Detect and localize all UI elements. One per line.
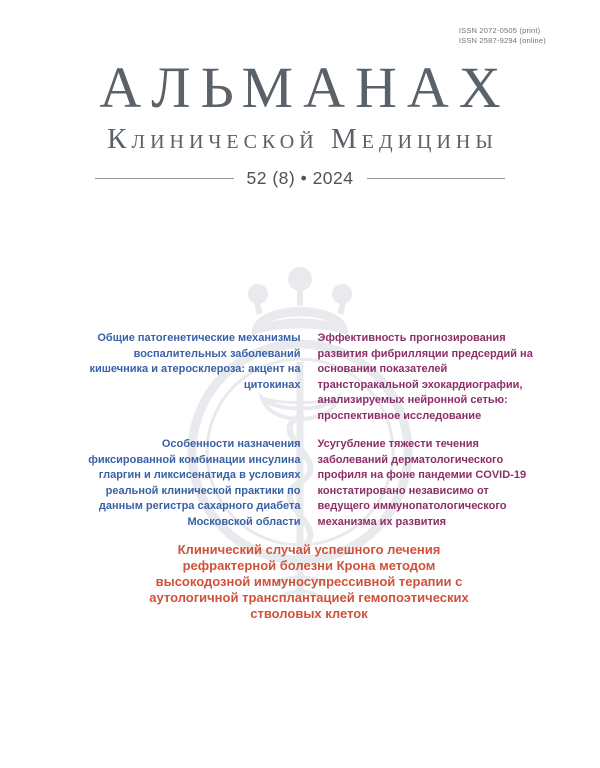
right-rule [367,178,506,179]
journal-title: АЛЬМАНАХ [99,55,511,120]
article-title: Усугубление тяжести течения заболеваний дерматологического профиля на фоне пандемии COVID-19 констатировано независимо от ведущего иммунопатологического механизма их развития [317,438,527,528]
issue-row [95,168,505,189]
issn-print: ISSN 2072-0505 (print) [458,26,541,35]
journal-subtitle: Клинической Медицины [107,123,498,155]
issn-online: ISSN 2587-9294 (online) [458,35,546,45]
masthead [0,0,600,189]
left-rule [95,178,234,179]
articles-grid [78,331,540,530]
article-title: Эффективность прогнозирования развития фибрилляции предсердий на основании показателей трансторакальной эхокардиографии, анализируемых нейронной сетью: проспективное исследование [317,332,533,422]
issue-number: 52 (8) • 2024 [246,168,354,188]
article-title: Общие патогенетические механизмы воспалительных заболеваний кишечника и атеросклероза: акцент на цитокинах [89,332,301,391]
featured-article-title: Клинический случай успешного лечения рефрактерной болезни Крона методом высокодозной иммуносупрессивной терапии с аутологичной трансплантацией гемопоэтических стволовых клеток [149,542,469,621]
article-title: Особенности назначения фиксированной комбинации инсулина гларгин и ликсисенатида в условиях реальной клинической практики по данным регистра сахарного диабета Московской области [88,438,301,528]
article-announcements [78,331,540,622]
